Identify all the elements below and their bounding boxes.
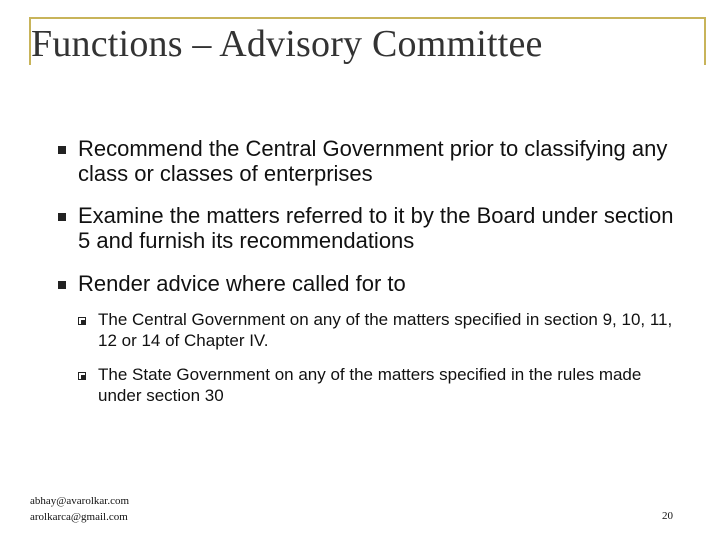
bullet-item-1: Recommend the Central Government prior to classifying any class or classes of enterprises: [78, 136, 668, 186]
title-frame-top-rule: [29, 17, 706, 19]
slide-title: Functions – Advisory Committee: [31, 23, 543, 65]
bullet-item-2: Examine the matters referred to it by the Board under section 5 and furnish its recommendations: [78, 203, 674, 253]
bullet-item-3: Render advice where called for to: [78, 271, 406, 296]
square-bullet-icon: [58, 146, 66, 154]
title-frame-right-rule: [704, 17, 706, 65]
square-bullet-icon: [58, 213, 66, 221]
footer-email-1: abhay@avarolkar.com: [30, 495, 130, 507]
page-number: 20: [662, 510, 673, 522]
sub-bullet-item-2: The State Government on any of the matters specified in the rules made under section 30: [98, 365, 642, 405]
hollow-square-bullet-icon: [78, 317, 86, 325]
footer-contacts: [30, 493, 129, 525]
square-bullet-icon: [58, 281, 66, 289]
footer-email-2: arolkarca@gmail.com: [30, 511, 128, 523]
hollow-square-bullet-icon: [78, 372, 86, 380]
sub-bullet-item-1: The Central Government on any of the matters specified in section 9, 10, 11, 12 or 14 of Chapter IV.: [98, 310, 673, 350]
